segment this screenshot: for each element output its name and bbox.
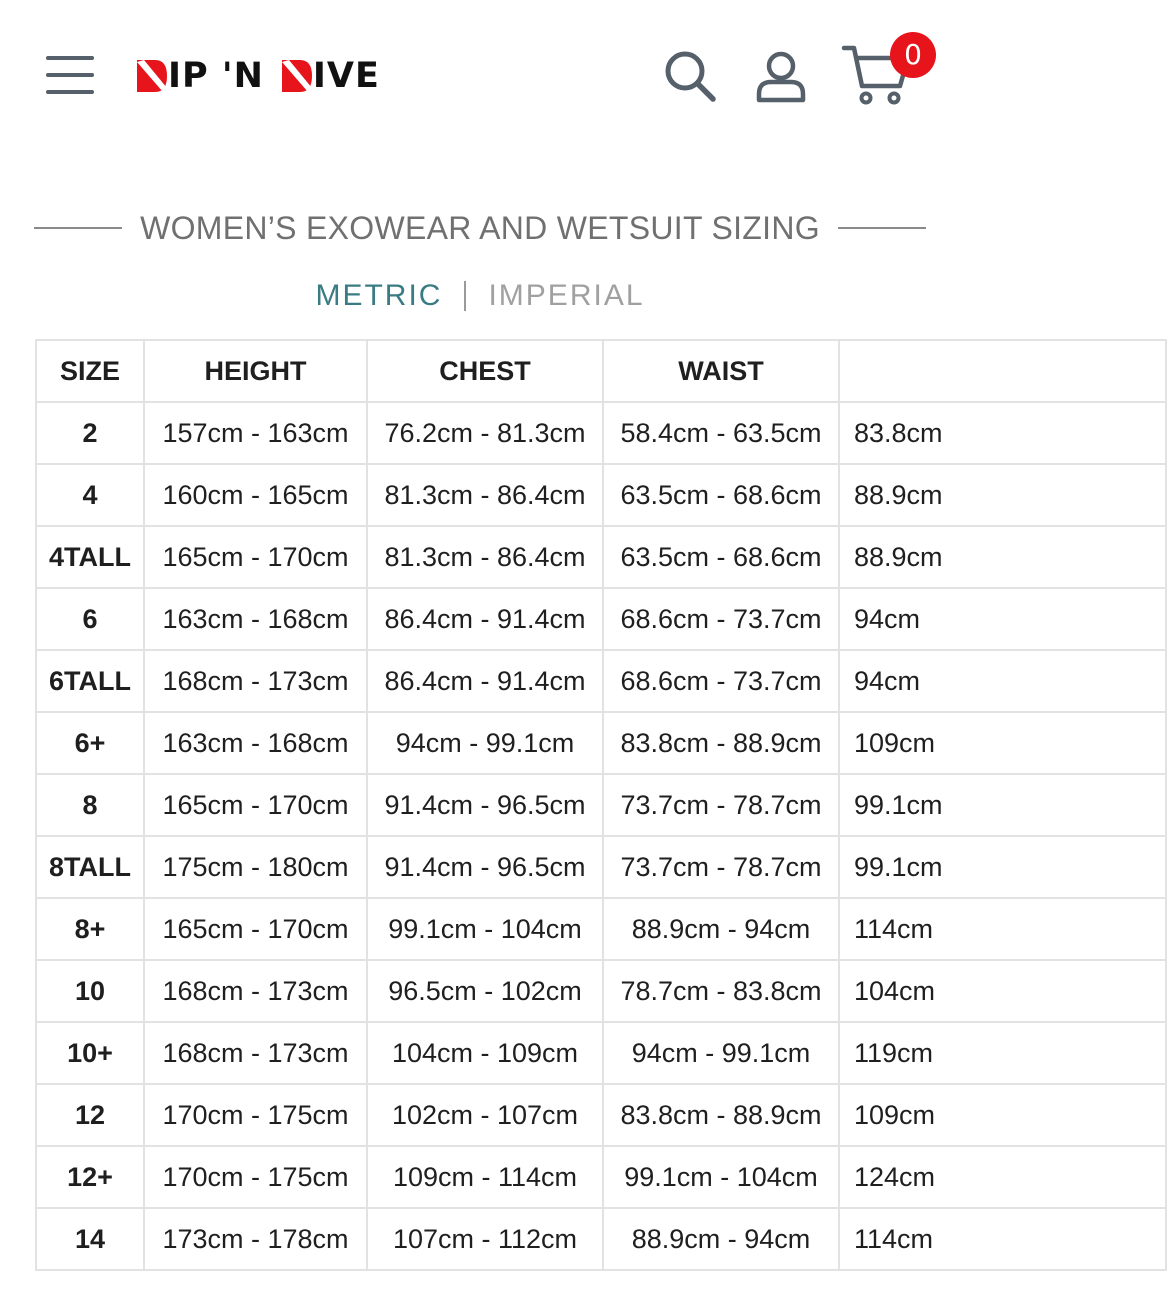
site-header xyxy=(0,0,960,150)
hamburger-icon-line xyxy=(46,73,94,77)
size-cell: 10 xyxy=(36,960,144,1022)
hamburger-icon-line xyxy=(46,56,94,60)
waist-cell: 78.7cm - 83.8cm xyxy=(603,960,839,1022)
hip-cell: 104cm xyxy=(839,960,1166,1022)
height-cell: 165cm - 170cm xyxy=(144,774,367,836)
table-row xyxy=(36,1146,1166,1208)
chest-cell: 91.4cm - 96.5cm xyxy=(367,836,603,898)
search-button[interactable] xyxy=(662,48,718,104)
waist-cell: 68.6cm - 73.7cm xyxy=(603,650,839,712)
waist-cell: 73.7cm - 78.7cm xyxy=(603,774,839,836)
height-cell: 168cm - 173cm xyxy=(144,960,367,1022)
table-row xyxy=(36,526,1166,588)
size-cell: 4 xyxy=(36,464,144,526)
imperial-tab[interactable]: IMPERIAL xyxy=(488,279,645,312)
chest-cell: 99.1cm - 104cm xyxy=(367,898,603,960)
chest-cell: 86.4cm - 91.4cm xyxy=(367,650,603,712)
section-title: WOMEN’S EXOWEAR AND WETSUIT SIZING xyxy=(140,209,820,246)
hip-cell: 109cm xyxy=(839,712,1166,774)
hip-cell: 109cm xyxy=(839,1084,1166,1146)
hamburger-icon-line xyxy=(46,90,94,94)
height-cell: 170cm - 175cm xyxy=(144,1084,367,1146)
waist-cell: 94cm - 99.1cm xyxy=(603,1022,839,1084)
table-row xyxy=(36,774,1166,836)
height-cell: 168cm - 173cm xyxy=(144,650,367,712)
hip-cell: 119cm xyxy=(839,1022,1166,1084)
dive-flag-icon xyxy=(282,60,312,92)
height-column-header: HEIGHT xyxy=(144,340,367,402)
height-cell: 165cm - 170cm xyxy=(144,898,367,960)
table-row xyxy=(36,898,1166,960)
section-heading xyxy=(34,206,926,250)
site-logo[interactable] xyxy=(137,56,380,96)
hip-cell: 83.8cm xyxy=(839,402,1166,464)
size-cell: 14 xyxy=(36,1208,144,1270)
waist-cell: 58.4cm - 63.5cm xyxy=(603,402,839,464)
size-cell: 10+ xyxy=(36,1022,144,1084)
divider xyxy=(34,227,122,229)
chest-cell: 107cm - 112cm xyxy=(367,1208,603,1270)
waist-cell: 88.9cm - 94cm xyxy=(603,898,839,960)
height-cell: 173cm - 178cm xyxy=(144,1208,367,1270)
height-cell: 160cm - 165cm xyxy=(144,464,367,526)
table-row xyxy=(36,650,1166,712)
table-row xyxy=(36,836,1166,898)
waist-cell: 63.5cm - 68.6cm xyxy=(603,526,839,588)
hip-cell: 88.9cm xyxy=(839,526,1166,588)
height-cell: 157cm - 163cm xyxy=(144,402,367,464)
hip-cell: 114cm xyxy=(839,1208,1166,1270)
chest-cell: 94cm - 99.1cm xyxy=(367,712,603,774)
divider xyxy=(838,227,926,229)
waist-cell: 73.7cm - 78.7cm xyxy=(603,836,839,898)
waist-column-header: WAIST xyxy=(603,340,839,402)
waist-cell: 68.6cm - 73.7cm xyxy=(603,588,839,650)
size-cell: 12 xyxy=(36,1084,144,1146)
table-row xyxy=(36,1022,1166,1084)
height-cell: 165cm - 170cm xyxy=(144,526,367,588)
table-row xyxy=(36,1084,1166,1146)
table-row xyxy=(36,1208,1166,1270)
size-cell: 6 xyxy=(36,588,144,650)
search-icon xyxy=(662,48,718,104)
table-header-row xyxy=(36,340,1166,402)
chest-cell: 91.4cm - 96.5cm xyxy=(367,774,603,836)
height-cell: 163cm - 168cm xyxy=(144,588,367,650)
hip-cell: 94cm xyxy=(839,588,1166,650)
chest-cell: 102cm - 107cm xyxy=(367,1084,603,1146)
logo-text-right: IVE xyxy=(312,56,380,96)
cart-count-badge: 0 xyxy=(890,32,936,78)
height-cell: 168cm - 173cm xyxy=(144,1022,367,1084)
hip-cell: 114cm xyxy=(839,898,1166,960)
table-row xyxy=(36,588,1166,650)
hip-cell: 124cm xyxy=(839,1146,1166,1208)
chest-cell: 96.5cm - 102cm xyxy=(367,960,603,1022)
height-cell: 163cm - 168cm xyxy=(144,712,367,774)
waist-cell: 99.1cm - 104cm xyxy=(603,1146,839,1208)
menu-button[interactable] xyxy=(46,56,94,94)
divider xyxy=(464,281,466,311)
height-cell: 175cm - 180cm xyxy=(144,836,367,898)
table-row xyxy=(36,960,1166,1022)
size-cell: 6+ xyxy=(36,712,144,774)
size-table-scroll[interactable] xyxy=(35,339,943,1270)
waist-cell: 63.5cm - 68.6cm xyxy=(603,464,839,526)
hip-cell: 99.1cm xyxy=(839,836,1166,898)
unit-toggle xyxy=(0,274,960,318)
logo-text-left: IP 'N xyxy=(168,56,264,96)
hip-cell: 99.1cm xyxy=(839,774,1166,836)
waist-cell: 83.8cm - 88.9cm xyxy=(603,712,839,774)
size-cell: 8 xyxy=(36,774,144,836)
table-body xyxy=(36,402,1166,1270)
size-cell: 6TALL xyxy=(36,650,144,712)
waist-cell: 83.8cm - 88.9cm xyxy=(603,1084,839,1146)
chest-cell: 104cm - 109cm xyxy=(367,1022,603,1084)
table-row xyxy=(36,464,1166,526)
hip-cell: 88.9cm xyxy=(839,464,1166,526)
size-column-header: SIZE xyxy=(36,340,144,402)
chest-cell: 81.3cm - 86.4cm xyxy=(367,464,603,526)
chest-cell: 109cm - 114cm xyxy=(367,1146,603,1208)
metric-tab[interactable]: METRIC xyxy=(315,279,443,312)
user-icon xyxy=(754,50,808,104)
chest-column-header: CHEST xyxy=(367,340,603,402)
dive-flag-icon xyxy=(137,60,167,92)
height-cell: 170cm - 175cm xyxy=(144,1146,367,1208)
size-table xyxy=(35,339,1167,1271)
size-cell: 12+ xyxy=(36,1146,144,1208)
hip-column-header xyxy=(839,340,1166,402)
hip-cell: 94cm xyxy=(839,650,1166,712)
size-cell: 4TALL xyxy=(36,526,144,588)
size-cell: 8+ xyxy=(36,898,144,960)
table-row xyxy=(36,712,1166,774)
table-row xyxy=(36,402,1166,464)
chest-cell: 86.4cm - 91.4cm xyxy=(367,588,603,650)
waist-cell: 88.9cm - 94cm xyxy=(603,1208,839,1270)
size-cell: 2 xyxy=(36,402,144,464)
chest-cell: 81.3cm - 86.4cm xyxy=(367,526,603,588)
account-button[interactable] xyxy=(754,50,808,104)
chest-cell: 76.2cm - 81.3cm xyxy=(367,402,603,464)
size-cell: 8TALL xyxy=(36,836,144,898)
